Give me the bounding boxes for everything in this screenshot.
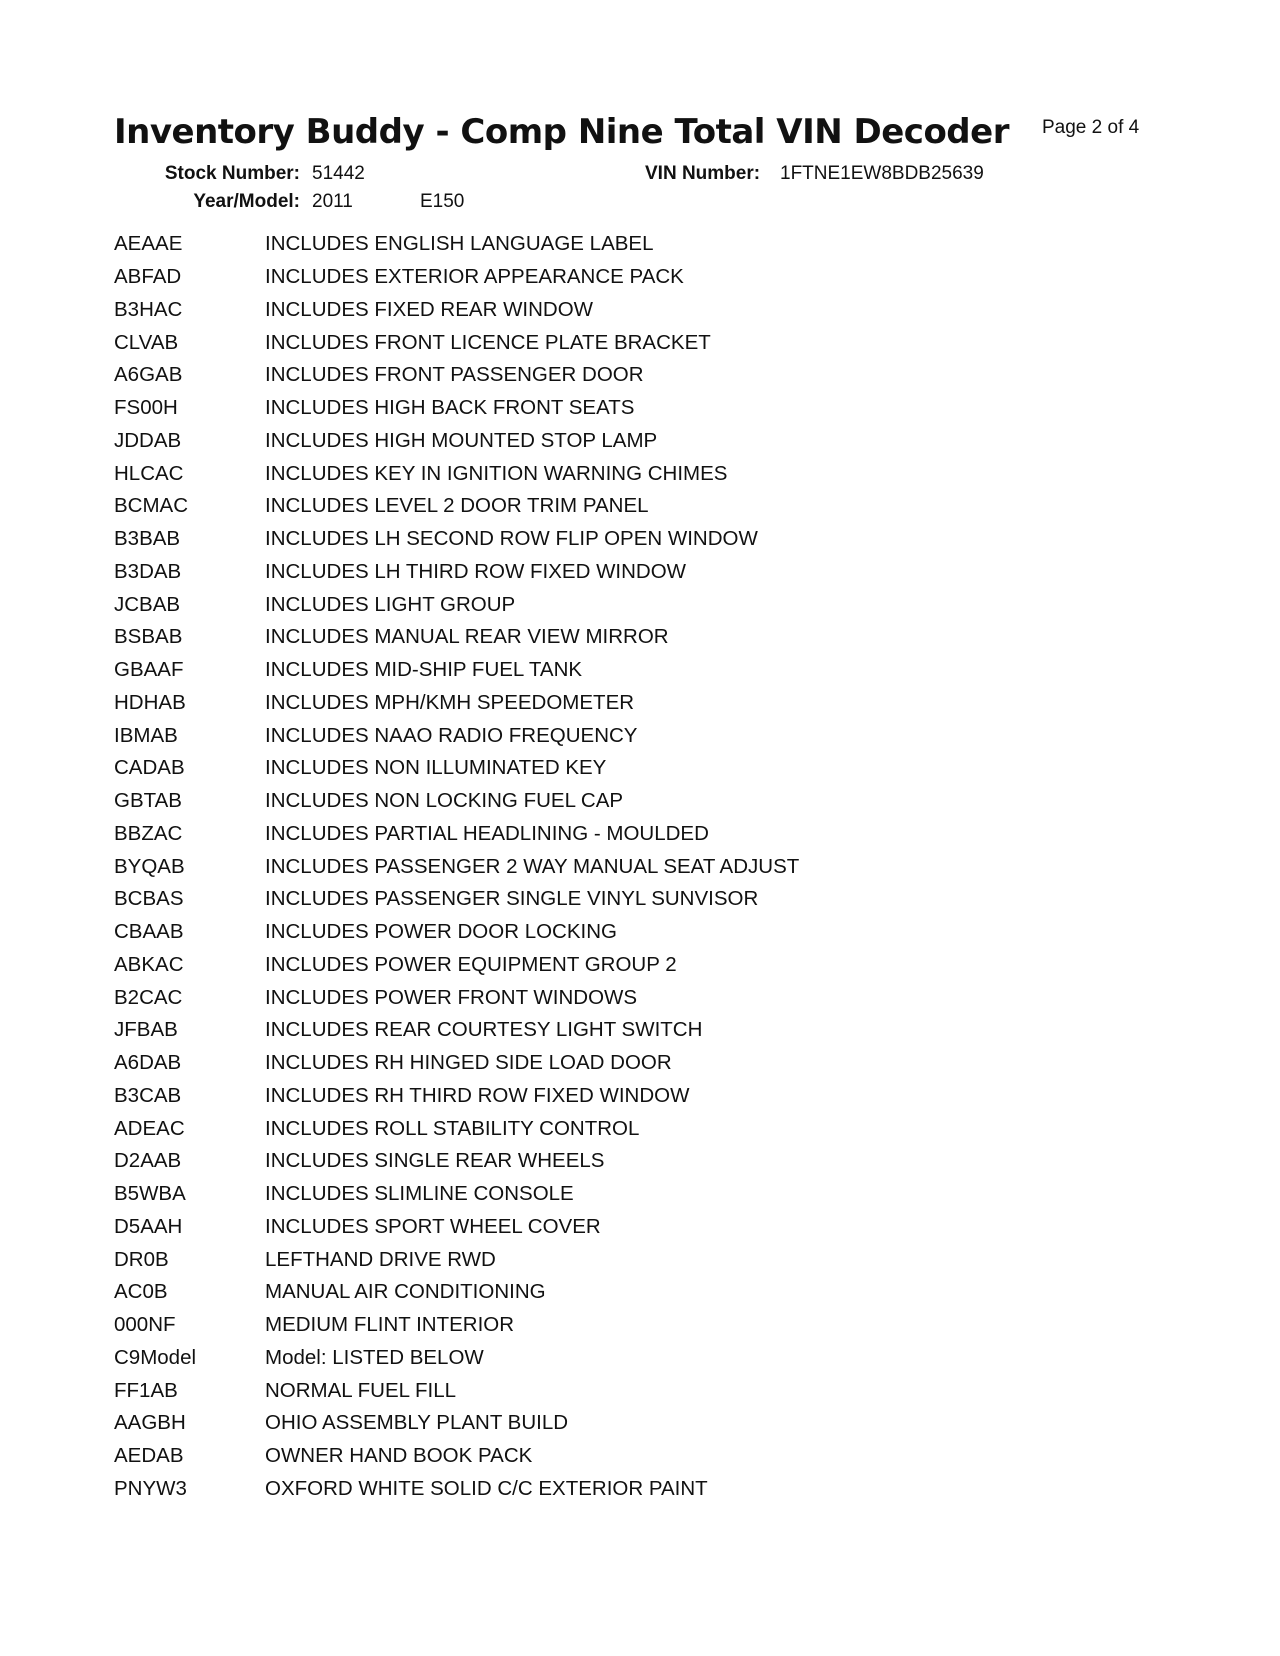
code-row	[114, 359, 1114, 392]
option-description: MANUAL AIR CONDITIONING	[265, 1280, 546, 1304]
code-row	[114, 228, 1114, 261]
option-description: INCLUDES POWER FRONT WINDOWS	[265, 985, 638, 1009]
option-code: DR0B	[114, 1247, 169, 1271]
option-description: INCLUDES LH THIRD ROW FIXED WINDOW	[265, 559, 687, 583]
option-description: INCLUDES LEVEL 2 DOOR TRIM PANEL	[265, 494, 649, 518]
vin-number-label: VIN Number:	[645, 163, 761, 184]
option-code: 000NF	[114, 1313, 176, 1337]
option-description: INCLUDES NON ILLUMINATED KEY	[265, 756, 607, 780]
option-code: GBTAB	[114, 789, 182, 813]
option-description: INCLUDES PASSENGER 2 WAY MANUAL SEAT ADJUST	[265, 854, 800, 878]
code-row	[114, 752, 1114, 785]
option-code: BSBAB	[114, 625, 183, 649]
option-code: GBAAF	[114, 658, 184, 682]
code-row	[114, 1473, 1114, 1506]
code-row	[114, 261, 1114, 294]
option-code: ADEAC	[114, 1116, 185, 1140]
option-code: IBMAB	[114, 723, 178, 747]
option-description: NORMAL FUEL FILL	[265, 1378, 456, 1402]
option-code: JFBAB	[114, 1018, 178, 1042]
code-row	[114, 818, 1114, 851]
stock-number-value: 51442	[312, 163, 365, 184]
code-row	[114, 1407, 1114, 1440]
option-description: INCLUDES NAAO RADIO FREQUENCY	[265, 723, 638, 747]
code-row	[114, 523, 1114, 556]
option-code-list	[114, 228, 1114, 1505]
code-row	[114, 1342, 1114, 1375]
option-description: INCLUDES ROLL STABILITY CONTROL	[265, 1116, 640, 1140]
model-value: E150	[420, 191, 465, 212]
option-code: FF1AB	[114, 1378, 178, 1402]
option-description: INCLUDES HIGH MOUNTED STOP LAMP	[265, 428, 658, 452]
code-row	[114, 1014, 1114, 1047]
option-description: OXFORD WHITE SOLID C/C EXTERIOR PAINT	[265, 1476, 708, 1500]
option-description: INCLUDES FRONT LICENCE PLATE BRACKET	[265, 330, 711, 354]
option-description: MEDIUM FLINT INTERIOR	[265, 1313, 515, 1337]
code-row	[114, 687, 1114, 720]
option-code: HDHAB	[114, 690, 186, 714]
code-row	[114, 785, 1114, 818]
code-row	[114, 457, 1114, 490]
option-code: AC0B	[114, 1280, 168, 1304]
option-code: ABFAD	[114, 265, 182, 289]
option-code: FS00H	[114, 396, 178, 420]
option-code: HLCAC	[114, 461, 184, 485]
option-code: B3BAB	[114, 527, 181, 551]
option-description: INCLUDES KEY IN IGNITION WARNING CHIMES	[265, 461, 728, 485]
option-code: B3HAC	[114, 297, 183, 321]
stock-number-label: Stock Number:	[164, 163, 300, 184]
option-code: CADAB	[114, 756, 185, 780]
option-description: INCLUDES POWER DOOR LOCKING	[265, 920, 617, 944]
option-description: INCLUDES MANUAL REAR VIEW MIRROR	[265, 625, 669, 649]
code-row	[114, 1211, 1114, 1244]
option-description: INCLUDES LH SECOND ROW FLIP OPEN WINDOW	[265, 527, 758, 551]
option-code: JDDAB	[114, 428, 182, 452]
code-row	[114, 588, 1114, 621]
code-row	[114, 719, 1114, 752]
option-code: JCBAB	[114, 592, 181, 616]
option-description: INCLUDES POWER EQUIPMENT GROUP 2	[265, 952, 677, 976]
option-description: INCLUDES MID-SHIP FUEL TANK	[265, 658, 583, 682]
code-row	[114, 1440, 1114, 1473]
option-code: A6GAB	[114, 363, 183, 387]
option-description: OHIO ASSEMBLY PLANT BUILD	[265, 1411, 569, 1435]
code-row	[114, 1276, 1114, 1309]
option-description: INCLUDES EXTERIOR APPEARANCE PACK	[265, 265, 684, 289]
option-description: INCLUDES SINGLE REAR WHEELS	[265, 1149, 605, 1173]
code-row	[114, 654, 1114, 687]
option-code: AEAAE	[114, 232, 183, 256]
option-description: INCLUDES NON LOCKING FUEL CAP	[265, 789, 624, 813]
option-description: INCLUDES SLIMLINE CONSOLE	[265, 1182, 574, 1206]
code-row	[114, 392, 1114, 425]
option-code: D5AAH	[114, 1214, 183, 1238]
page-indicator: Page 2 of 4	[1042, 117, 1140, 138]
option-code: BCBAS	[114, 887, 184, 911]
code-row	[114, 1309, 1114, 1342]
option-description: INCLUDES PASSENGER SINGLE VINYL SUNVISOR	[265, 887, 759, 911]
option-description: INCLUDES LIGHT GROUP	[265, 592, 516, 616]
code-row	[114, 1080, 1114, 1113]
code-row	[114, 425, 1114, 458]
code-row	[114, 621, 1114, 654]
option-description: INCLUDES RH THIRD ROW FIXED WINDOW	[265, 1083, 690, 1107]
option-code: C9Model	[114, 1345, 197, 1369]
code-row	[114, 916, 1114, 949]
option-description: INCLUDES MPH/KMH SPEEDOMETER	[265, 690, 635, 714]
option-description: LEFTHAND DRIVE RWD	[265, 1247, 496, 1271]
option-code: B2CAC	[114, 985, 183, 1009]
option-code: AEDAB	[114, 1444, 184, 1468]
year-value: 2011	[312, 191, 353, 212]
option-code: D2AAB	[114, 1149, 182, 1173]
option-description: Model: LISTED BELOW	[265, 1345, 484, 1369]
option-code: BCMAC	[114, 494, 189, 518]
code-row	[114, 850, 1114, 883]
option-description: INCLUDES FRONT PASSENGER DOOR	[265, 363, 644, 387]
code-row	[114, 1178, 1114, 1211]
code-row	[114, 1243, 1114, 1276]
code-row	[114, 883, 1114, 916]
option-code: BYQAB	[114, 854, 185, 878]
document-title: Inventory Buddy - Comp Nine Total VIN Decoder	[114, 112, 1009, 152]
option-code: A6DAB	[114, 1051, 182, 1075]
vin-number-value: 1FTNE1EW8BDB25639	[780, 163, 984, 184]
option-code: B3CAB	[114, 1083, 182, 1107]
option-description: INCLUDES PARTIAL HEADLINING - MOULDED	[265, 821, 709, 845]
code-row	[114, 1112, 1114, 1145]
code-row	[114, 326, 1114, 359]
code-row	[114, 1047, 1114, 1080]
option-description: INCLUDES REAR COURTESY LIGHT SWITCH	[265, 1018, 703, 1042]
option-description: INCLUDES SPORT WHEEL COVER	[265, 1214, 601, 1238]
option-description: INCLUDES HIGH BACK FRONT SEATS	[265, 396, 635, 420]
code-row	[114, 490, 1114, 523]
option-code: B5WBA	[114, 1182, 186, 1206]
option-code: ABKAC	[114, 952, 184, 976]
option-code: BBZAC	[114, 821, 183, 845]
code-row	[114, 294, 1114, 327]
code-row	[114, 981, 1114, 1014]
code-row	[114, 949, 1114, 982]
option-code: B3DAB	[114, 559, 182, 583]
option-description: OWNER HAND BOOK PACK	[265, 1444, 533, 1468]
code-row	[114, 556, 1114, 589]
option-code: AAGBH	[114, 1411, 186, 1435]
code-row	[114, 1374, 1114, 1407]
option-code: CLVAB	[114, 330, 179, 354]
option-code: CBAAB	[114, 920, 184, 944]
option-code: PNYW3	[114, 1476, 187, 1500]
option-description: INCLUDES RH HINGED SIDE LOAD DOOR	[265, 1051, 672, 1075]
code-row	[114, 1145, 1114, 1178]
option-description: INCLUDES ENGLISH LANGUAGE LABEL	[265, 232, 654, 256]
option-description: INCLUDES FIXED REAR WINDOW	[265, 297, 594, 321]
year-model-label: Year/Model:	[193, 191, 300, 212]
